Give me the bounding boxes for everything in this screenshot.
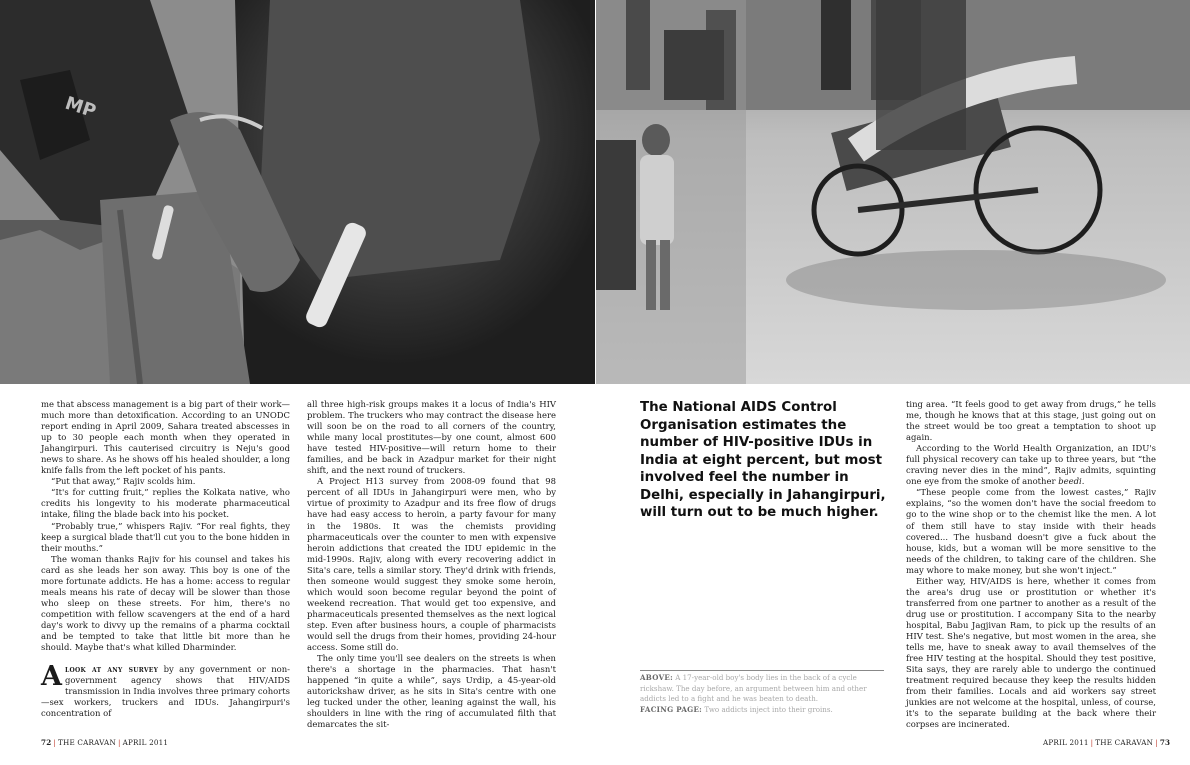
section-lead-in: look at any survey	[64, 664, 159, 675]
col2-paragraph: all three high-risk groups makes it a locus of India's HIV problem. The truckers who may contract the disease here will soon be on the road to all corners of the country, while many local prostitutes—by one count, almost 600 have tested HIV-positive—will return home to their families, and be back in Azadpur market for their night shift, and the next round of truckers.	[307, 399, 556, 476]
caption-above-label: ABOVE:	[640, 673, 674, 682]
col1-paragraph: “It's for cutting fruit,” replies the Kolkata native, who credits his longevity to his moderate pharmaceutical intake, filing the blade back into his pocket.	[41, 487, 290, 520]
col1-paragraph: me that abscess management is a big part of their work—much more than detoxification. According to an UNODC report ending in April 2009, Sahara treated abscesses in up to 30 people each month when they operated in Jahangirpuri. This cauterised circuitry is Neju's good news to share. As he shows off his healed shoulder, a long knife falls from the left pocket of his pants.	[41, 399, 290, 476]
caption-divider	[640, 670, 884, 671]
page-number-right: 73	[1159, 738, 1171, 747]
drop-cap: A	[41, 661, 62, 693]
magazine-name: THE CARAVAN	[1095, 738, 1154, 747]
folio-right	[1043, 738, 1170, 747]
svg-text:MP: MP	[62, 92, 99, 123]
col4-paragraph-end: .	[1081, 476, 1085, 487]
col1-paragraph: “Put that away,” Rajiv scolds him.	[51, 476, 196, 487]
column-4	[906, 399, 1156, 730]
folio-separator: |	[53, 738, 57, 747]
section-text: by any government or non-government agency shows that HIV/AIDS transmission in India involves three primary cohorts—sex workers, truckers and IDUs. Jahangirpuri's concentration of	[41, 664, 290, 719]
folio-separator: |	[1155, 738, 1158, 747]
col2-paragraph: The only time you'll see dealers on the streets is when there's a shortage in the pharmacies. That hasn't happened “in quite a while”, says Urdip, a 45-year-old autorickshaw driver, as he sits in Sita's centre with one leg tucked under the other, leaning against the wall, his shoulders in line with the ring of accumulated filth that demarcates the sit-	[307, 653, 556, 730]
col4-paragraph: ting area. “It feels good to get away from drugs,” he tells me, though he knows that at this stage, just going out on the street would be too great a temptation to shoot up again.	[906, 399, 1156, 443]
photo-right-rickshaw-street	[596, 0, 1190, 384]
col1-paragraph: “Probably true,” whispers Rajiv. “For real fights, they keep a surgical blade that'll cut you to the bone hidden in their mouths.”	[41, 520, 290, 553]
column-2	[307, 399, 556, 730]
col4-italic-word: beedi	[1058, 476, 1082, 487]
caption-above-text: A 17-year-old boy's body lies in the back of a cycle rickshaw. The day before, an argument between him and other addicts led to a fight and he was beaten to death.	[640, 673, 867, 704]
col2-paragraph: A Project H13 survey from 2008-09 found that 98 percent of all IDUs in Jahangirpuri were men, who by virtue of proximity to Azadpur and its free flow of drugs have had easy access to heroin, a party favour for many in the 1980s. It was the chemists providing pharmaceuticals over the counter to men with expensive heroin addictions that created the IDU epidemic in the mid-1990s. Rajiv, along with every recovering addict in Sita's care, tells a similar story. They'd drink with friends, then someone would suggest they smoke some heroin, which would soon become regular beyond the point of weekend recreation. That would get too expensive, and pharmaceuticals presented themselves as the next logical step. Even after business hours, a couple of pharmacists would sell the drugs from their homes, providing 24-hour access. Some still do.	[307, 476, 556, 653]
photo-caption	[640, 673, 888, 715]
col4-paragraph-text: According to the World Health Organization, an IDU's full physical recovery can take up to three years, but “the craving never dies in the mind”, Rajiv admits, squinting one eye from the smoke of another	[906, 443, 1156, 487]
page-number-left: 72	[41, 738, 52, 747]
folio-separator: |	[117, 738, 121, 747]
folio-left	[41, 738, 168, 747]
col4-paragraph: Either way, HIV/AIDS is here, whether it comes from the area's drug use or prostitution or whether it's transferred from one partner to another as a result of the drug use or prostitution. I accompany Sita to the nearby hospital, Babu Jagjivan Ram, to pick up the results of an HIV test. She's negative, but most women in the area, she tells me, have to sneak away to avail themselves of the free HIV testing at the hospital. Should they test positive, Sita says, they are rarely able to undergo the continued treatment required because they keep the results hidden from their families. Locals and aid workers say street junkies are not welcome at the hospital, unless, of course, it's to the separate building at the back where their corpses are incinerated.	[906, 575, 1156, 730]
section-opening-paragraph	[41, 661, 290, 719]
magazine-name: THE CARAVAN	[58, 738, 116, 747]
folio-separator: |	[1090, 738, 1094, 747]
col4-paragraph	[906, 443, 1156, 487]
col1-paragraph: The woman thanks Rajiv for his counsel and takes his card as she leads her son away. This boy is one of the more fortunate addicts. He has a home: access to regular meals means his rate of decay will be slower than those who sleep on these streets. For him, there's no competition with fellow scavengers at the end of a hard day's work to divvy up the remains of a pharma cocktail and be tempted to take that little bit more than he should. Maybe that's what killed Dharminder.	[41, 553, 290, 653]
issue-date: APRIL 2011	[122, 738, 169, 747]
caption-facing-label: FACING PAGE:	[640, 704, 703, 714]
column-1	[41, 399, 290, 719]
pull-quote: The National AIDS Control Organisation estimates the number of HIV-positive IDUs in India at eight percent, but most involved feel the number in Delhi, especially in Jahangirpuri, will turn out to be much higher.	[640, 400, 886, 520]
caption-facing-text: Two addicts inject into their groins.	[702, 704, 833, 714]
issue-date: APRIL 2011	[1043, 738, 1089, 747]
col4-paragraph: “These people come from the lowest castes,” Rajiv explains, “so the women don't have the social freedom to go to the wine shop or to the chemist like the men. A lot of them still have to stay inside with their heads covered... The husband doesn't give a fuck about the house, kids, but a woman will be more sensitive to the needs of the children, to taking care of the children. She may whore to make money, but she won't inject.”	[906, 487, 1156, 575]
photo-left-addicts-injecting	[0, 0, 595, 384]
